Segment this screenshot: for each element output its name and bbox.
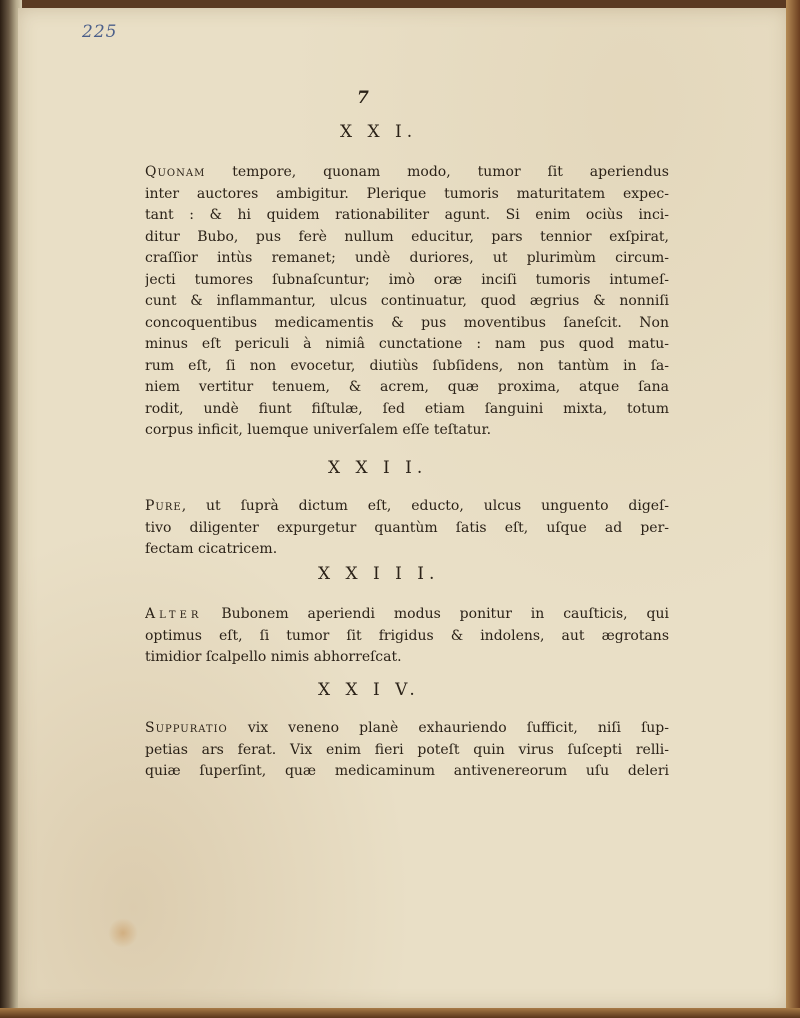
text-line: tivo diligenter expurgetur quantùm ſatis eſt, uſque ad per- — [145, 519, 669, 536]
text-line: cunt & inflammantur, ulcus continuatur, quod ægrius & nonniſi — [145, 293, 669, 309]
text-line: rum eſt, ſi non evocetur, diutiùs ſubſidens, non tantùm in ſa- — [145, 357, 669, 374]
section-body-24 — [145, 718, 669, 783]
section-body-21 — [145, 162, 669, 442]
text-line: inter auctores ambigitur. Plerique tumoris maturitatem expec- — [145, 185, 669, 202]
section-heading-21: X X I. — [340, 122, 418, 142]
text-line: jecti tumores ſubnaſcuntur; imò oræ inciſi tumoris intumeſ- — [145, 271, 669, 288]
section-body-23 — [145, 604, 669, 669]
initial-word: Suppuratio — [145, 720, 228, 736]
text-line: petias ars ferat. Vix enim fieri poteſt quin virus ſuſcepti relli- — [145, 741, 669, 758]
initial-word: Pure — [145, 498, 182, 514]
text-line: corpus inficit, luemque univerſalem eſſe teſtatur. — [145, 422, 492, 438]
initial-word: Quonam — [145, 164, 206, 180]
initial-word: Alter — [145, 606, 203, 622]
text-line: concoquentibus medicamentis & pus moventibus ſaneſcit. Non — [145, 314, 669, 331]
text-line: timidior ſcalpello nimis abhorreſcat. — [145, 649, 402, 665]
text-line: vix veneno planè exhauriendo ſufficit, niſi ſup- — [227, 720, 669, 736]
text-line: quiæ ſuperſint, quæ medicaminum antivenereorum uſu deleri — [145, 763, 669, 779]
text-line: ditur Bubo, pus ferè nullum educitur, pars tennior exſpirat, — [145, 228, 669, 245]
section-body-22 — [145, 496, 669, 561]
text-line: craſſior intùs remanet; undè duriores, ut plurimùm circum- — [145, 250, 669, 266]
text-line — [145, 496, 669, 518]
page-edge-right — [786, 0, 800, 1018]
section-heading-23: X X I I I. — [318, 564, 440, 584]
text-line: minus eſt periculi à nimiâ cunctatione : nam pus quod matu- — [145, 336, 669, 352]
text-line — [145, 604, 669, 626]
text-line: optimus eſt, ſi tumor ſit frigidus & indolens, aut ægrotans — [145, 627, 669, 644]
text-line: Bubonem aperiendi modus ponitur in cauſticis, qui — [202, 606, 669, 622]
text-line: niem vertitur tenuem, & acrem, quæ proxima, atque ſana — [145, 379, 669, 395]
text-line: fectam cicatricem. — [145, 541, 278, 557]
text-line: , ut ſuprà dictum eſt, educto, ulcus unguento digeſ- — [181, 498, 669, 514]
text-line: tempore, quonam modo, tumor ſit aperiendus — [205, 164, 669, 180]
page-number: 7 — [357, 88, 369, 108]
text-line — [145, 718, 669, 740]
handwritten-note: 225 — [82, 22, 118, 42]
paper-stain — [108, 918, 138, 948]
page-edge-bottom — [0, 1008, 800, 1018]
text-line: tant : & hi quidem rationabiliter agunt. Si enim ociùs inci- — [145, 207, 669, 223]
text-line — [145, 162, 669, 184]
section-heading-24: X X I V. — [318, 680, 420, 700]
section-heading-22: X X I I. — [328, 458, 428, 478]
text-line: rodit, undè fiunt fiſtulæ, ſed etiam ſanguini mixta, totum — [145, 400, 669, 417]
